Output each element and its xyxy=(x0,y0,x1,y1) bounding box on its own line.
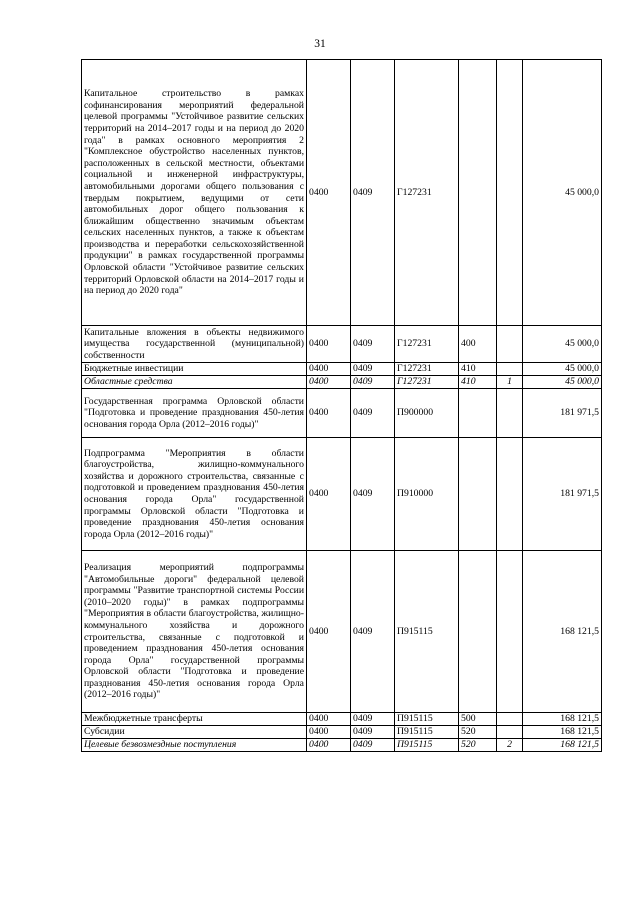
subsection-code: 0409 xyxy=(351,60,395,326)
section-code: 0400 xyxy=(307,376,351,389)
amount: 45 000,0 xyxy=(523,326,602,363)
expense-type-code xyxy=(459,438,497,551)
section-code: 0400 xyxy=(307,438,351,551)
table-row xyxy=(82,363,602,376)
amount: 168 121,5 xyxy=(523,726,602,739)
table-row xyxy=(82,739,602,752)
funding-source-code xyxy=(497,326,523,363)
expense-type-code xyxy=(459,389,497,438)
section-code: 0400 xyxy=(307,726,351,739)
target-article-code: Г127231 xyxy=(395,376,459,389)
table-row xyxy=(82,326,602,363)
table-row xyxy=(82,713,602,726)
target-article-code: П915115 xyxy=(395,726,459,739)
subsection-code: 0409 xyxy=(351,389,395,438)
funding-source-code xyxy=(497,438,523,551)
amount: 168 121,5 xyxy=(523,739,602,752)
expense-type-code xyxy=(459,60,497,326)
subsection-code: 0409 xyxy=(351,713,395,726)
row-name: Государственная программа Орловской области "Подготовка и проведение празднования 450-летия основания города Орла (2012–2016 годы)" xyxy=(82,389,307,438)
target-article-code: П910000 xyxy=(395,438,459,551)
target-article-code: П900000 xyxy=(395,389,459,438)
target-article-code: Г127231 xyxy=(395,326,459,363)
subsection-code: 0409 xyxy=(351,438,395,551)
amount: 168 121,5 xyxy=(523,713,602,726)
amount: 181 971,5 xyxy=(523,389,602,438)
funding-source-code xyxy=(497,60,523,326)
row-name: Капитальные вложения в объекты недвижимого имущества государственной (муниципальной) собственности xyxy=(82,326,307,363)
table-row xyxy=(82,376,602,389)
table-row xyxy=(82,60,602,326)
table-row xyxy=(82,551,602,713)
funding-source-code xyxy=(497,726,523,739)
target-article-code: Г127231 xyxy=(395,363,459,376)
expense-type-code: 500 xyxy=(459,713,497,726)
subsection-code: 0409 xyxy=(351,363,395,376)
funding-source-code: 2 xyxy=(497,739,523,752)
funding-source-code: 1 xyxy=(497,376,523,389)
table-row xyxy=(82,726,602,739)
target-article-code: П915115 xyxy=(395,739,459,752)
subsection-code: 0409 xyxy=(351,376,395,389)
table-row xyxy=(82,389,602,438)
section-code: 0400 xyxy=(307,60,351,326)
section-code: 0400 xyxy=(307,551,351,713)
budget-table xyxy=(81,59,602,752)
expense-type-code: 410 xyxy=(459,376,497,389)
expense-type-code: 520 xyxy=(459,726,497,739)
amount: 45 000,0 xyxy=(523,363,602,376)
expense-type-code xyxy=(459,551,497,713)
amount: 45 000,0 xyxy=(523,60,602,326)
amount: 45 000,0 xyxy=(523,376,602,389)
section-code: 0400 xyxy=(307,363,351,376)
row-name: Бюджетные инвестиции xyxy=(82,363,307,376)
section-code: 0400 xyxy=(307,326,351,363)
subsection-code: 0409 xyxy=(351,739,395,752)
page-number: 31 xyxy=(314,38,326,50)
expense-type-code: 400 xyxy=(459,326,497,363)
target-article-code: Г127231 xyxy=(395,60,459,326)
row-name: Подпрограмма "Мероприятия в области благоустройства, жилищно-коммунального хозяйства и дорожного строительства, связанные с подготовкой и проведением празднования 450-летия основания города Орла" государственной программы Орловской области "Подготовка и проведение празднования 450-летия основания города Орла (2012–2016 годы)" xyxy=(82,438,307,551)
expense-type-code: 410 xyxy=(459,363,497,376)
row-name: Целевые безвозмездные поступления xyxy=(82,739,307,752)
table-row xyxy=(82,438,602,551)
row-name: Реализация мероприятий подпрограммы "Автомобильные дороги" федеральной целевой программы "Развитие транспортной системы России (2010–2020 годы)" в рамках подпрограммы "Мероприятия в области благоустройства, жилищно-коммунального хозяйства и дорожного строительства, связанные с подготовкой и проведением празднования 450-летия основания города Орла" государственной программы Орловской области "Подготовка и проведение празднования 450-летия основания города Орла (2012–2016 годы)" xyxy=(82,551,307,713)
target-article-code: П915115 xyxy=(395,713,459,726)
subsection-code: 0409 xyxy=(351,326,395,363)
funding-source-code xyxy=(497,389,523,438)
section-code: 0400 xyxy=(307,389,351,438)
row-name: Капитальное строительство в рамках софинансирования мероприятий федеральной целевой программы "Устойчивое развитие сельских территорий на 2014–2017 годы и на период до 2020 года" в рамках основного мероприятия 2 "Комплексное обустройство населенных пунктов, расположенных в сельской местности, объектами социальной и инженерной инфраструктуры, автомобильными дорогами общего пользования с твердым покрытием, ведущими от сети автомобильных дорог общего пользования к ближайшим общественно значимым объектам сельских населенных пунктов, а также к объектам производства и переработки сельскохозяйственной продукции" в рамках государственной программы Орловской области "Устойчивое развитие сельских территорий Орловской области на 2014–2017 годы и на период до 2020 года" xyxy=(82,60,307,326)
subsection-code: 0409 xyxy=(351,726,395,739)
amount: 168 121,5 xyxy=(523,551,602,713)
section-code: 0400 xyxy=(307,739,351,752)
row-name: Межбюджетные трансферты xyxy=(82,713,307,726)
subsection-code: 0409 xyxy=(351,551,395,713)
section-code: 0400 xyxy=(307,713,351,726)
funding-source-code xyxy=(497,363,523,376)
amount: 181 971,5 xyxy=(523,438,602,551)
expense-type-code: 520 xyxy=(459,739,497,752)
row-name: Областные средства xyxy=(82,376,307,389)
target-article-code: П915115 xyxy=(395,551,459,713)
funding-source-code xyxy=(497,551,523,713)
funding-source-code xyxy=(497,713,523,726)
row-name: Субсидии xyxy=(82,726,307,739)
